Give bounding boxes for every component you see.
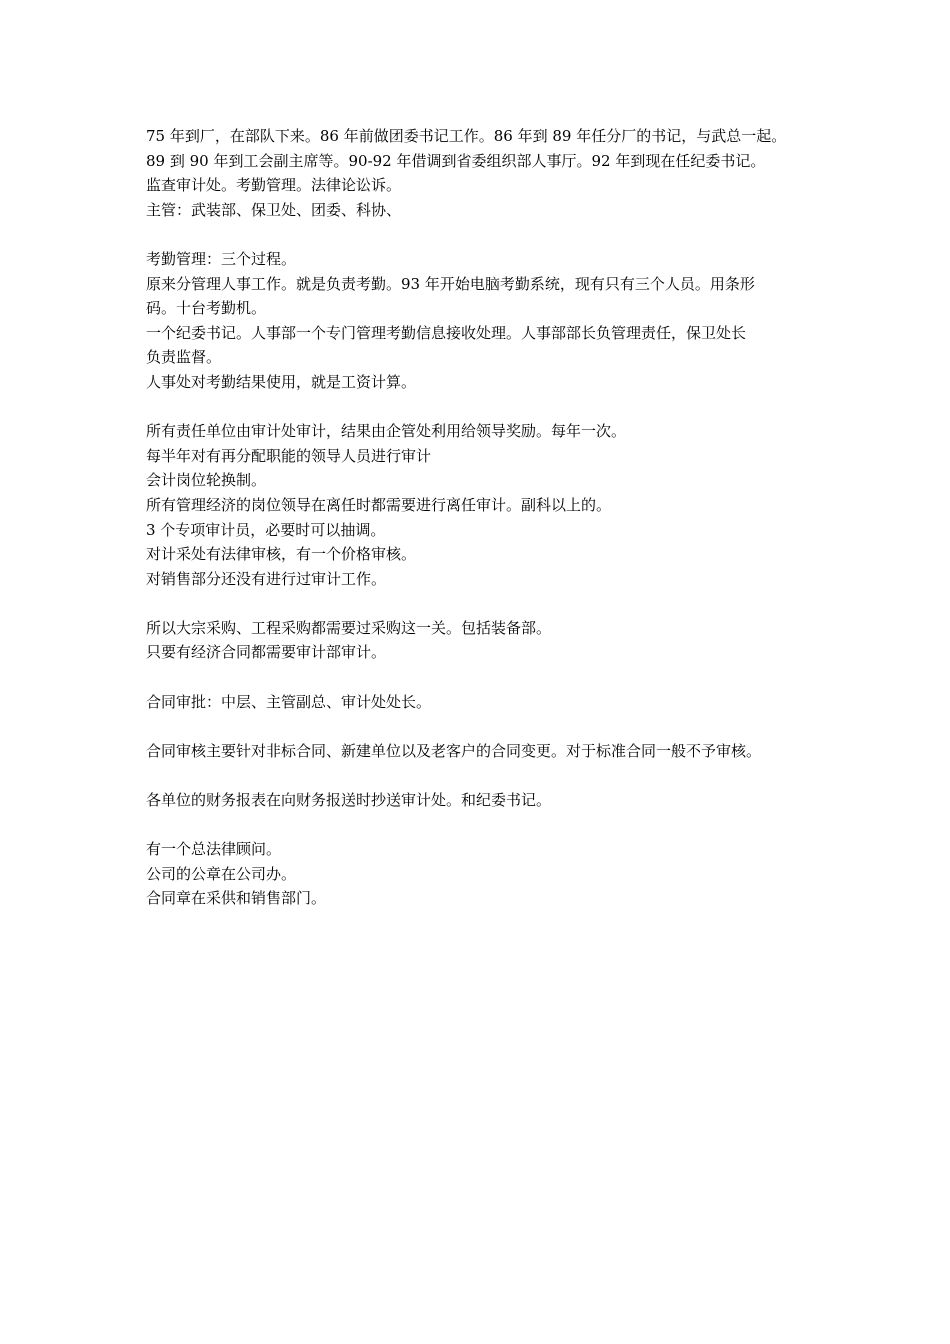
text-line: 各单位的财务报表在向财务报送时抄送审计处。和纪委书记。 — [146, 791, 552, 810]
text-line: 75 年到厂，在部队下来。86 年前做团委书记工作。86 年到 89 年任分厂的书记，与武总一起。 — [146, 127, 787, 145]
text-line: 考勤管理：三个过程。 — [146, 249, 297, 268]
text-line: 89 到 90 年到工会副主席等。90-92 年借调到省委组织部人事厅。92 年到现在任纪委书记。 — [146, 151, 766, 170]
text-line: 有一个总法律顾问。 — [146, 840, 282, 859]
text-line: 负责监督。 — [146, 348, 222, 367]
text-line: 3 个专项审计员，必要时可以抽调。 — [146, 520, 386, 539]
text-line: 对计采处有法律审核，有一个价格审核。 — [146, 545, 417, 564]
text-line: 主管：武装部、保卫处、团委、科协、 — [146, 200, 402, 219]
text-line: 人事处对考勤结果使用，就是工资计算。 — [146, 372, 417, 391]
blank-line — [146, 714, 836, 739]
text-line: 所有管理经济的岗位领导在离任时都需要进行离任审计。副科以上的。 — [146, 495, 612, 514]
document-body — [146, 124, 836, 911]
text-line: 合同章在采供和销售部门。 — [146, 889, 327, 908]
blank-line — [146, 222, 836, 247]
text-line: 监查审计处。考勤管理。法律论讼诉。 — [146, 176, 402, 195]
text-line: 所有责任单位由审计处审计，结果由企管处利用给领导奖励。每年一次。 — [146, 422, 627, 441]
blank-line — [146, 763, 836, 788]
blank-line — [146, 813, 836, 838]
text-line: 码。十台考勤机。 — [146, 299, 267, 318]
text-line: 所以大宗采购、工程采购都需要过采购这一关。包括装备部。 — [146, 618, 552, 637]
text-line: 一个纪委书记。人事部一个专门管理考勤信息接收处理。人事部部长负管理责任，保卫处长 — [146, 323, 747, 342]
text-line: 合同审批：中层、主管副总、审计处处长。 — [146, 692, 432, 711]
text-line: 对销售部分还没有进行过审计工作。 — [146, 569, 387, 588]
text-line: 每半年对有再分配职能的领导人员进行审计 — [146, 446, 432, 465]
blank-line — [146, 591, 836, 616]
blank-line — [146, 395, 836, 420]
blank-line — [146, 665, 836, 690]
text-line: 会计岗位轮换制。 — [146, 471, 267, 490]
text-line: 只要有经济合同都需要审计部审计。 — [146, 643, 387, 662]
text-line: 合同审核主要针对非标合同、新建单位以及老客户的合同变更。对于标准合同一般不予审核。 — [146, 741, 762, 760]
text-line: 公司的公章在公司办。 — [146, 864, 297, 883]
text-line: 原来分管理人事工作。就是负责考勤。93 年开始电脑考勤系统，现有只有三个人员。用条形 — [146, 274, 755, 293]
